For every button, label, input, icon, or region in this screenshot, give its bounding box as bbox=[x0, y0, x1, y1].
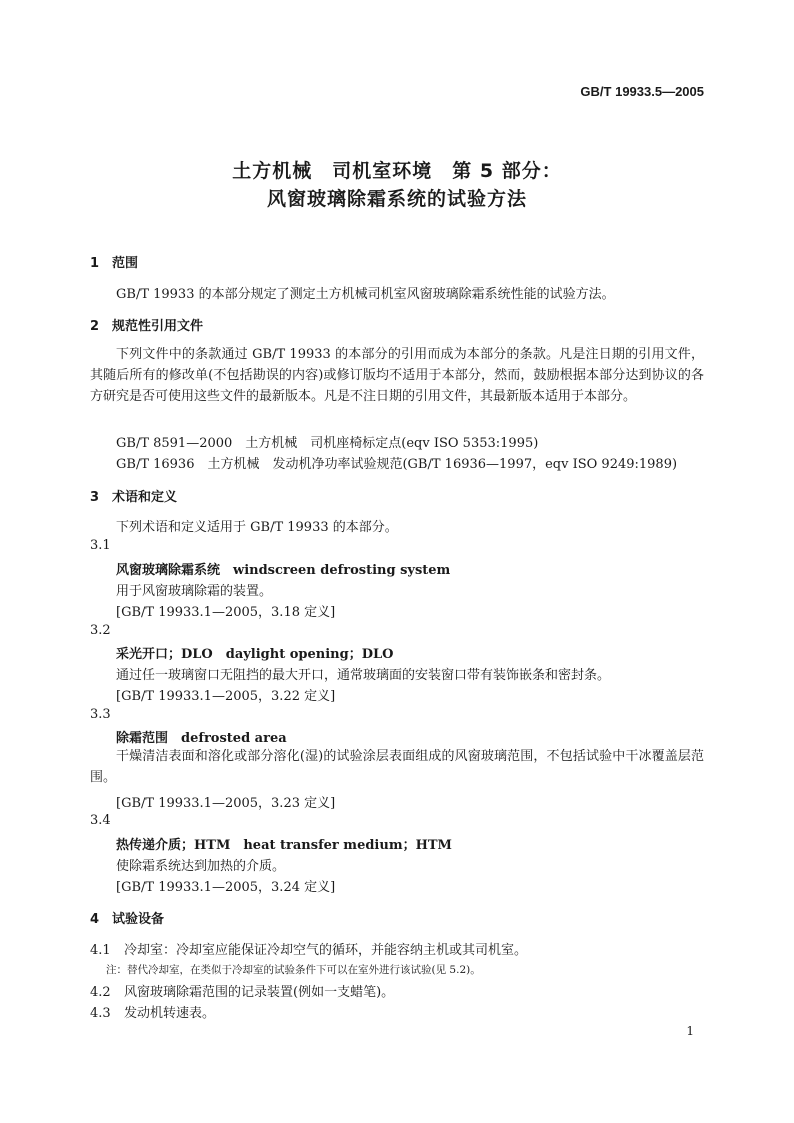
term-name: 采光开口；DLO daylight opening；DLO bbox=[116, 647, 394, 662]
section-title: 术语和定义 bbox=[112, 490, 178, 505]
item-text: 冷却室：冷却室应能保证冷却空气的循环，并能容纳主机或其司机室。 bbox=[124, 943, 528, 958]
reference-item: GB/T 16936 土方机械 发动机净功率试验规范(GB/T 16936—1997，eqv ISO 9249:1989) bbox=[116, 457, 678, 472]
section-title: 范围 bbox=[112, 256, 139, 271]
equipment-note: 注：替代冷却室，在类似于冷却室的试验条件下可以在室外进行该试验(见 5.2)。 bbox=[106, 964, 481, 976]
equipment-item bbox=[90, 1002, 215, 1021]
term-definition: 使除霜系统达到加热的介质。 bbox=[116, 859, 286, 874]
section-number: 2 bbox=[90, 319, 100, 334]
term-name: 风窗玻璃除霜系统 windscreen defrosting system bbox=[116, 563, 451, 578]
term-definition: 干燥清洁表面和溶化或部分溶化(湿)的试验涂层表面组成的风窗玻璃范围，不包括试验中干冰覆盖层范围。 bbox=[90, 749, 704, 785]
term-number: 3.2 bbox=[90, 623, 111, 638]
section-3-heading bbox=[90, 486, 177, 505]
term-number: 3.3 bbox=[90, 707, 111, 722]
section-2-heading bbox=[90, 315, 203, 334]
term-definition: 通过任一玻璃窗口无阻挡的最大开口，通常玻璃面的安装窗口带有装饰嵌条和密封条。 bbox=[116, 668, 611, 683]
term-source: [GB/T 19933.1—2005，3.24 定义] bbox=[116, 880, 336, 895]
term-number: 3.1 bbox=[90, 538, 111, 553]
section-number: 1 bbox=[90, 256, 100, 271]
term-definition: 用于风窗玻璃除霜的装置。 bbox=[116, 584, 273, 599]
term-source: [GB/T 19933.1—2005，3.18 定义] bbox=[116, 605, 336, 620]
section-4-heading bbox=[90, 908, 164, 927]
scope-text: GB/T 19933 的本部分规定了测定土方机械司机室风窗玻璃除霜系统性能的试验方法。 bbox=[116, 287, 615, 302]
term-name: 除霜范围 defrosted area bbox=[116, 731, 287, 746]
term-source: [GB/T 19933.1—2005，3.23 定义] bbox=[116, 796, 336, 811]
section-title: 规范性引用文件 bbox=[112, 319, 204, 334]
standard-number: GB/T 19933.5—2005 bbox=[580, 84, 704, 99]
term-source: [GB/T 19933.1—2005，3.22 定义] bbox=[116, 689, 336, 704]
term-name: 热传递介质；HTM heat transfer medium；HTM bbox=[116, 838, 452, 853]
terms-intro: 下列术语和定义适用于 GB/T 19933 的本部分。 bbox=[116, 520, 398, 535]
document-title-line1: 土方机械 司机室环境 第 5 部分： bbox=[232, 160, 562, 182]
normative-references-paragraph: 下列文件中的条款通过 GB/T 19933 的本部分的引用而成为本部分的条款。凡是注日期的引用文件，其随后所有的修改单(不包括勘误的内容)或修订版均不适用于本部分，然而，鼓励根据本部分达到协议的各方研究是否可使用这些文件的最新版本。凡是不注日期的引用文件，其最新版本适用于本部分。 bbox=[90, 347, 704, 404]
section-number: 3 bbox=[90, 490, 100, 505]
reference-item: GB/T 8591—2000 土方机械 司机座椅标定点(eqv ISO 5353:1995) bbox=[116, 436, 539, 451]
section-number: 4 bbox=[90, 912, 100, 927]
page-number: 1 bbox=[686, 1024, 694, 1038]
item-text: 发动机转速表。 bbox=[124, 1006, 216, 1021]
section-title: 试验设备 bbox=[112, 912, 165, 927]
document-title-line2: 风窗玻璃除霜系统的试验方法 bbox=[266, 188, 527, 210]
item-number: 4.3 bbox=[90, 1006, 111, 1021]
item-number: 4.1 bbox=[90, 943, 111, 958]
section-1-heading bbox=[90, 252, 138, 271]
equipment-item bbox=[90, 981, 394, 1000]
term-number: 3.4 bbox=[90, 813, 111, 828]
item-number: 4.2 bbox=[90, 985, 111, 1000]
item-text: 风窗玻璃除霜范围的记录装置(例如一支蜡笔)。 bbox=[124, 985, 395, 1000]
equipment-item bbox=[90, 939, 527, 958]
